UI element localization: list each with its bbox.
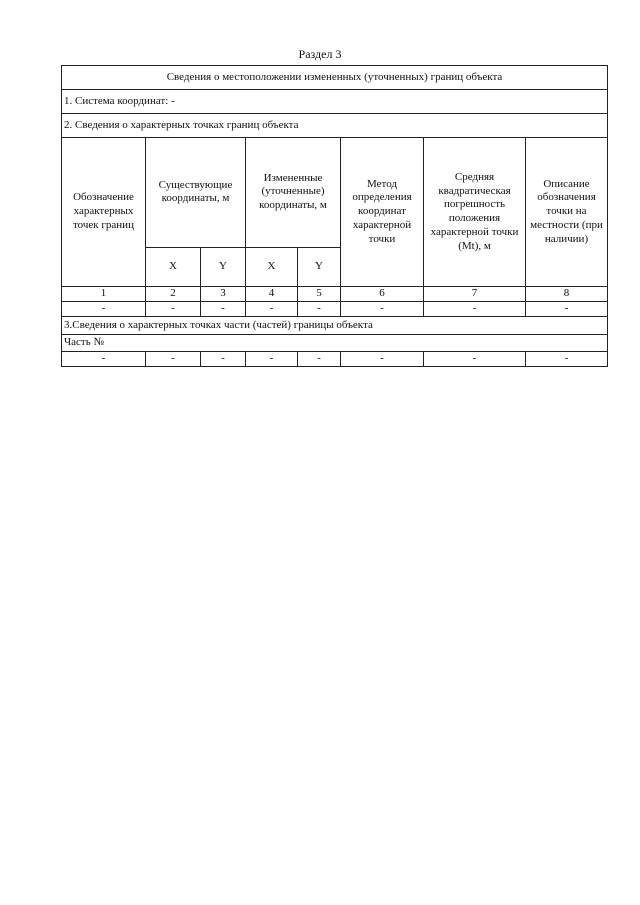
column-number: 7 [424, 287, 526, 302]
boundary-table [61, 65, 608, 367]
column-numbers-row [62, 287, 608, 302]
column-number: 4 [246, 287, 298, 302]
table-cell: - [62, 302, 146, 317]
column-number: 5 [298, 287, 341, 302]
column-number: 8 [526, 287, 608, 302]
table-cell: - [146, 352, 201, 367]
table-cell: - [62, 352, 146, 367]
column-number: 6 [341, 287, 424, 302]
part-label-row [62, 335, 608, 352]
table-row [62, 352, 608, 367]
table-cell: - [424, 302, 526, 317]
column-number: 2 [146, 287, 201, 302]
table-title-row [62, 66, 608, 90]
table-cell: - [201, 352, 246, 367]
header-mean-error: Средняя квадратическая погрешность положения характерной точки (Mt), м [424, 138, 526, 287]
parts-title: 3.Сведения о характерных точках части (частей) границы объекта [62, 317, 608, 335]
table-cell: - [424, 352, 526, 367]
header-description: Описание обозначения точки на местности (при наличии) [526, 138, 608, 287]
table-title: Сведения о местоположении измененных (уточненных) границ объекта [62, 66, 608, 90]
table-cell: - [341, 302, 424, 317]
header-changed-x: X [246, 247, 298, 286]
header-existing-x: X [146, 247, 201, 286]
table-cell: - [146, 302, 201, 317]
header-point-designation: Обозначение характерных точек границ [62, 138, 146, 287]
coordinate-system: 1. Система координат: - [62, 90, 608, 114]
table-cell: - [298, 352, 341, 367]
column-number: 3 [201, 287, 246, 302]
table-cell: - [526, 302, 608, 317]
points-title-row [62, 114, 608, 138]
table-cell: - [201, 302, 246, 317]
characteristic-points-title: 2. Сведения о характерных точках границ объекта [62, 114, 608, 138]
header-changed-coords: Измененные (уточненные) координаты, м [246, 138, 341, 248]
header-method: Метод определения координат характерной точки [341, 138, 424, 287]
column-number: 1 [62, 287, 146, 302]
section-title: Раздел 3 [298, 47, 342, 61]
table-cell: - [341, 352, 424, 367]
header-existing-coords: Существующие координаты, м [146, 138, 246, 248]
coordinate-system-row [62, 90, 608, 114]
table-cell: - [526, 352, 608, 367]
part-label: Часть № [62, 335, 608, 352]
header-row [62, 138, 608, 248]
table-cell: - [246, 302, 298, 317]
parts-title-row [62, 317, 608, 335]
table-cell: - [298, 302, 341, 317]
table-cell: - [246, 352, 298, 367]
table-row [62, 302, 608, 317]
header-changed-y: Y [298, 247, 341, 286]
header-existing-y: Y [201, 247, 246, 286]
